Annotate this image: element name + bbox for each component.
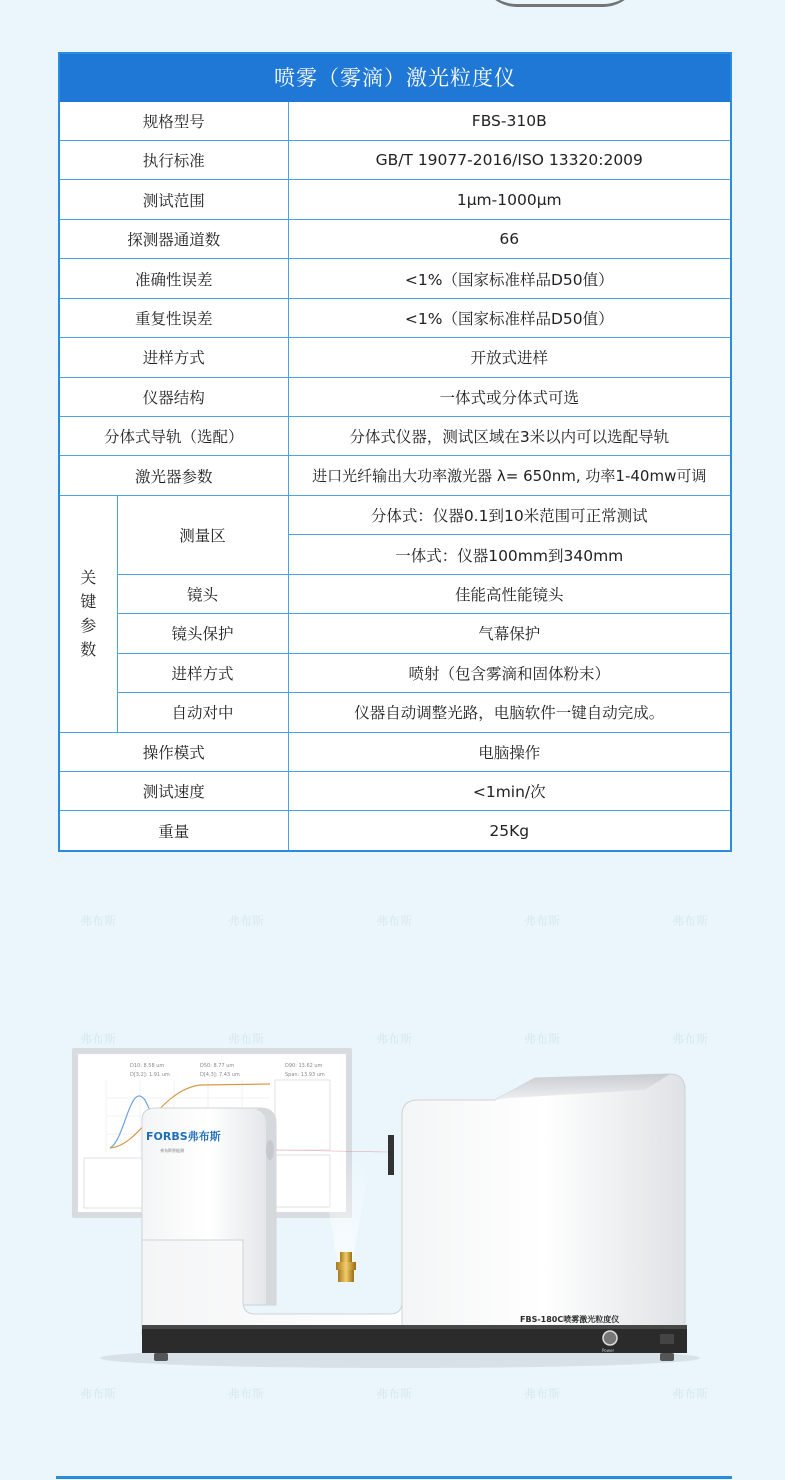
group-char: 参 <box>80 615 97 635</box>
power-label: Power <box>602 1348 615 1353</box>
watermark: 弗布斯 <box>228 914 265 928</box>
row-label: 测试范围 <box>59 180 288 219</box>
table-row <box>59 771 731 810</box>
monitor-stat: D50: 8.77 um <box>200 1063 235 1069</box>
row-label: 进样方式 <box>117 653 288 692</box>
row-value: FBS-310B <box>288 101 731 140</box>
instrument-right-tower <box>388 1074 685 1335</box>
watermark: 弗布斯 <box>524 1387 561 1401</box>
watermark: 弗布斯 <box>376 1032 413 1046</box>
row-value: 25Kg <box>288 811 731 851</box>
table-title: 喷雾（雾滴）激光粒度仪 <box>59 53 731 101</box>
group-char: 数 <box>80 639 97 659</box>
watermark: 弗布斯 <box>672 1032 709 1046</box>
row-value: 一体式或分体式可选 <box>288 377 731 416</box>
row-value: 66 <box>288 219 731 258</box>
row-label: 准确性误差 <box>59 259 288 298</box>
bottom-divider <box>56 1476 732 1479</box>
top-decorative-arc <box>480 0 640 7</box>
key-params-group-label <box>59 495 117 732</box>
table-row <box>59 219 731 258</box>
product-image <box>70 1040 710 1390</box>
row-label: 自动对中 <box>117 693 288 732</box>
monitor-stat: D10: 8.58 um <box>130 1063 165 1069</box>
spec-table <box>58 52 732 852</box>
row-value: 进口光纤输出大功率激光器 λ= 650nm, 功率1-40mw可调 <box>288 456 731 495</box>
watermark: 弗布斯 <box>672 1387 709 1401</box>
row-value: GB/T 19077-2016/ISO 13320:2009 <box>288 140 731 179</box>
row-label: 探测器通道数 <box>59 219 288 258</box>
row-label: 操作模式 <box>59 732 288 771</box>
table-row <box>59 298 731 337</box>
monitor-stat: D[4,3]: 7.43 um <box>200 1072 240 1078</box>
table-row <box>59 614 731 653</box>
row-label: 激光器参数 <box>59 456 288 495</box>
row-value: <1%（国家标准样品D50值） <box>288 259 731 298</box>
table-row <box>59 377 731 416</box>
table-title-row <box>59 53 731 101</box>
watermark: 弗布斯 <box>80 914 117 928</box>
power-knob-icon <box>603 1331 617 1345</box>
group-char: 关 <box>80 567 97 587</box>
row-label: 执行标准 <box>59 140 288 179</box>
table-row <box>59 417 731 456</box>
table-row <box>59 456 731 495</box>
row-label: 镜头保护 <box>117 614 288 653</box>
watermark: 弗布斯 <box>80 1032 117 1046</box>
watermark: 弗布斯 <box>524 914 561 928</box>
row-value: 开放式进样 <box>288 338 731 377</box>
table-row <box>59 180 731 219</box>
table-row <box>59 140 731 179</box>
watermark: 弗布斯 <box>80 1387 117 1401</box>
table-row <box>59 574 731 613</box>
row-value: 气幕保护 <box>288 614 731 653</box>
row-value: 电脑操作 <box>288 732 731 771</box>
row-label: 测试速度 <box>59 771 288 810</box>
table-row <box>59 338 731 377</box>
row-value: 仪器自动调整光路，电脑软件一键自动完成。 <box>288 693 731 732</box>
measure-zone-value: 一体式：仪器100mm到340mm <box>288 535 731 574</box>
watermark: 弗布斯 <box>376 914 413 928</box>
row-label: 规格型号 <box>59 101 288 140</box>
row-value: 喷射（包含雾滴和固体粉末） <box>288 653 731 692</box>
monitor-stat: D[3,2]: 1.91 um <box>130 1072 170 1078</box>
row-value: <1%（国家标准样品D50值） <box>288 298 731 337</box>
row-label: 进样方式 <box>59 338 288 377</box>
measure-zone-label: 测量区 <box>117 495 288 574</box>
table-row <box>59 259 731 298</box>
watermark: 弗布斯 <box>376 1387 413 1401</box>
monitor-stat: Span: 13.93 um <box>285 1072 325 1078</box>
row-value: <1min/次 <box>288 771 731 810</box>
row-label: 仪器结构 <box>59 377 288 416</box>
table-row <box>59 495 731 534</box>
row-value: 1μm-1000μm <box>288 180 731 219</box>
row-label: 重复性误差 <box>59 298 288 337</box>
table-row <box>59 811 731 851</box>
watermark: 弗布斯 <box>672 914 709 928</box>
brand-subtitle: 弗布斯智能测 <box>160 1148 184 1153</box>
watermark: 弗布斯 <box>228 1032 265 1046</box>
row-value: 佳能高性能镜头 <box>288 574 731 613</box>
model-label: FBS-180C喷雾激光粒度仪 <box>520 1315 620 1324</box>
watermark: 弗布斯 <box>228 1387 265 1401</box>
row-label: 分体式导轨（选配） <box>59 417 288 456</box>
watermark: 弗布斯 <box>524 1032 561 1046</box>
table-row <box>59 732 731 771</box>
row-label: 镜头 <box>117 574 288 613</box>
table-row <box>59 653 731 692</box>
row-value: 分体式仪器，测试区域在3米以内可以选配导轨 <box>288 417 731 456</box>
measure-zone-value: 分体式：仪器0.1到10米范围可正常测试 <box>288 495 731 534</box>
group-char: 键 <box>80 591 97 611</box>
row-label: 重量 <box>59 811 288 851</box>
monitor-stat: D90: 13.62 um <box>285 1063 323 1069</box>
table-row <box>59 101 731 140</box>
table-row <box>59 693 731 732</box>
brand-logo: FORBS弗布斯 <box>146 1130 221 1143</box>
